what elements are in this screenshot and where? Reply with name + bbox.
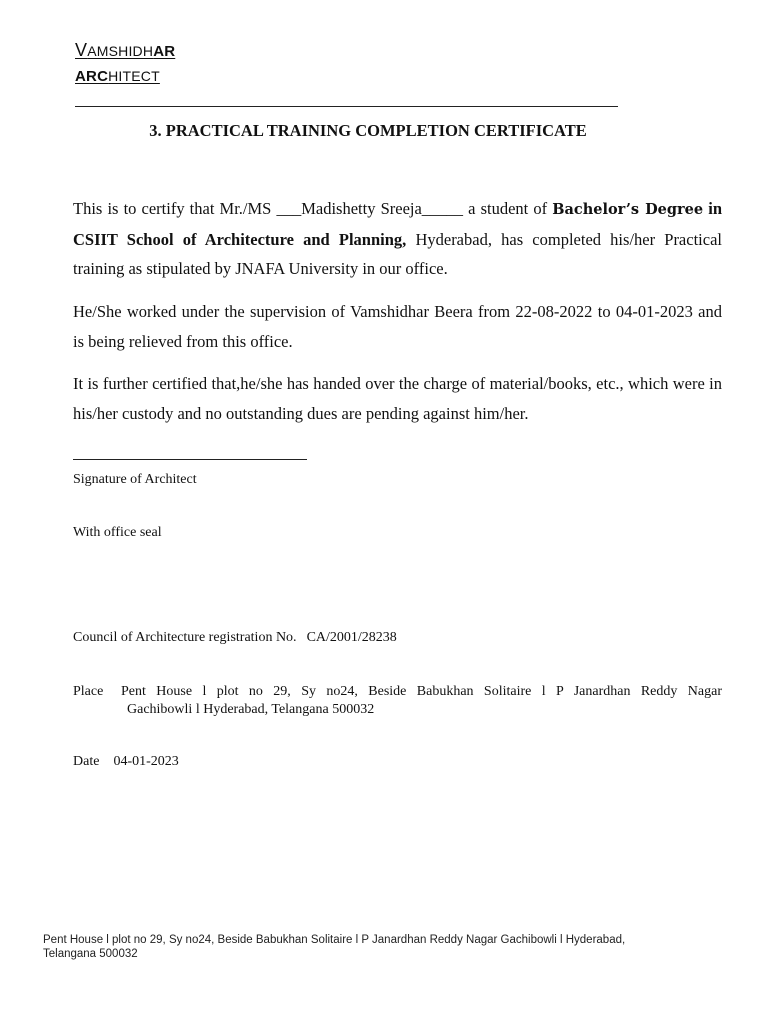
- letterhead-initial: V: [75, 40, 88, 60]
- letterhead-type-smallcaps: HITECT: [108, 68, 160, 84]
- institution-name: in CSIIT School of Architecture and Planning,: [73, 199, 723, 249]
- letterhead-type-bold: ARC: [75, 68, 109, 85]
- letterhead-firm-type: [75, 68, 160, 86]
- footer-line2: Telangana 500032: [43, 948, 138, 960]
- registration-number: CA/2001/28238: [306, 630, 397, 645]
- letterhead-name-bold: AR: [153, 43, 176, 60]
- place-label: Place: [73, 684, 104, 699]
- office-seal-label: With office seal: [73, 525, 162, 540]
- place-address-line1: Pent House l plot no 29, Sy no24, Beside Babukhan Solitaire l P Janardhan Reddy Nagar: [121, 684, 722, 699]
- signature-line: [73, 459, 307, 460]
- place-block: [73, 684, 722, 718]
- date-value: 04-01-2023: [113, 754, 179, 769]
- footer-address: [43, 933, 733, 961]
- certification-paragraph: [73, 194, 722, 284]
- degree-name: Bachelor’s Degree: [552, 201, 704, 218]
- supervision-paragraph: He/She worked under the supervision of Vamshidhar Beera from 22-08-2022 to 04-01-2023 and is being relieved from this office.: [73, 302, 722, 351]
- registration-row: [73, 630, 397, 646]
- signature-label: Signature of Architect: [73, 472, 197, 487]
- para1-text-3: Hyderabad, has completed his/her Practical training as stipulated by JNAFA University in our office.: [73, 229, 722, 278]
- para1-text-1: This is to certify that Mr./MS ___Madishetty Sreeja_____ a student of: [73, 199, 553, 218]
- letterhead-firm-name: [75, 40, 175, 61]
- registration-label: Council of Architecture registration No.: [73, 630, 297, 645]
- letterhead-name-smallcaps: AMSHIDH: [87, 43, 154, 59]
- place-address-line2: Gachibowli l Hyderabad, Telangana 500032: [127, 702, 375, 717]
- date-row: [73, 754, 179, 770]
- date-label: Date: [73, 754, 100, 769]
- footer-line1: Pent House l plot no 29, Sy no24, Beside Babukhan Solitaire l P Janardhan Reddy Nagar Gachibowli l Hyderabad,: [43, 934, 626, 946]
- certificate-title: 3. PRACTICAL TRAINING COMPLETION CERTIFICATE: [149, 121, 587, 140]
- clearance-paragraph: It is further certified that,he/she has handed over the charge of material/books, etc., which were in his/her custody and no outstanding dues are pending against him/her.: [73, 374, 722, 423]
- letterhead-divider: [75, 106, 618, 107]
